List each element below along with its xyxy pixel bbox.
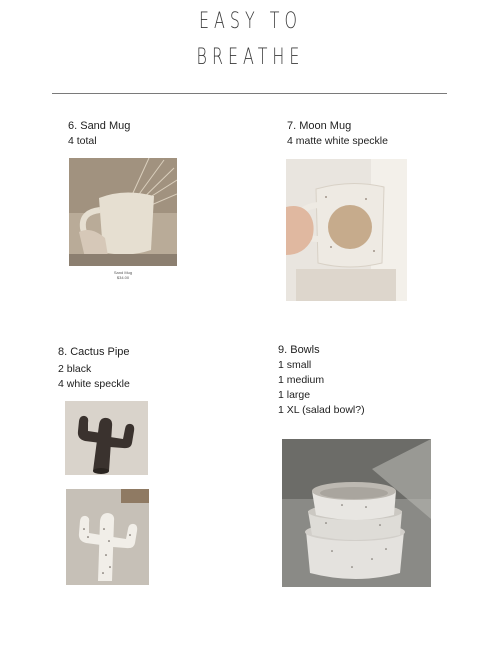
item-detail-bowls-large: 1 large bbox=[278, 389, 311, 401]
stacked-bowls-photo bbox=[282, 439, 431, 587]
item-detail-moon-mug-quantity: 4 matte white speckle bbox=[287, 135, 388, 147]
item-detail-bowls-small: 1 small bbox=[278, 359, 312, 371]
item-detail-sand-mug-quantity: 4 total bbox=[68, 135, 97, 147]
sand-mug-caption-price: $34.00 bbox=[116, 275, 130, 280]
item-detail-bowls-medium: 1 medium bbox=[278, 374, 325, 386]
item-title-bowls: 9. Bowls bbox=[278, 344, 320, 356]
item-detail-cactus-pipe-black: 2 black bbox=[58, 363, 92, 375]
brand-title-line-1: EASY TO bbox=[198, 9, 303, 34]
sand-mug-caption-name: Sand Mug bbox=[113, 270, 133, 275]
item-detail-bowls-xl: 1 XL (salad bowl?) bbox=[278, 404, 365, 416]
item-title-moon-mug: 7. Moon Mug bbox=[287, 120, 352, 132]
sand-mug-photo bbox=[69, 158, 177, 266]
brand-title-line-2: BREATHE bbox=[196, 45, 305, 70]
white-speckle-cactus-pipe-photo bbox=[66, 489, 149, 585]
moon-mug-photo bbox=[286, 159, 407, 301]
item-title-cactus-pipe: 8. Cactus Pipe bbox=[58, 346, 130, 358]
header-divider bbox=[52, 93, 447, 94]
item-detail-cactus-pipe-white: 4 white speckle bbox=[58, 378, 130, 390]
item-title-sand-mug: 6. Sand Mug bbox=[68, 120, 131, 132]
black-cactus-pipe-photo bbox=[65, 401, 148, 475]
